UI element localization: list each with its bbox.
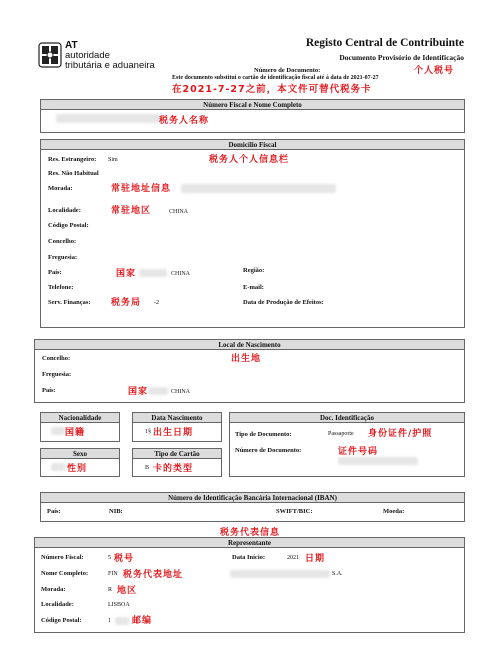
rep-codigo-postal-label: Código Postal:: [41, 617, 82, 624]
iban-title: Número de Identificação Bancária Internacional (IBAN): [41, 493, 464, 503]
nif-section-title: Número Fiscal e Nome Completo: [41, 100, 464, 110]
freguesia-label: Freguesia:: [48, 254, 78, 261]
nif-note: 税务人名称: [159, 116, 210, 126]
rep-numero-fiscal-prefix: 5: [108, 555, 111, 561]
sexo-box: [40, 448, 120, 477]
domicilio-title: Domicílio Fiscal: [41, 140, 464, 150]
tipo-cartao-title: Tipo de Cartão: [133, 449, 221, 459]
rep-nome-completo-note: 税务代表地址: [123, 570, 184, 580]
tipo-documento-note: 身份证件/护照: [368, 429, 433, 439]
logo-at: AT: [65, 40, 78, 51]
doc-number-note: 个人税号: [414, 66, 455, 76]
rep-numero-fiscal-note: 税号: [114, 554, 135, 564]
codigo-postal-label: Código Postal:: [48, 222, 89, 229]
rep-localidade-label: Localidade:: [41, 601, 74, 608]
doc-number-label: Número de Documento:: [254, 67, 321, 74]
rep-codigo-postal-note: 邮编: [132, 616, 153, 626]
redacted-nascimento-pais: [148, 387, 168, 395]
representante-section: [34, 537, 465, 633]
sexo-note: 性别: [67, 464, 88, 474]
iban-nib-label: NIB:: [109, 508, 123, 515]
redacted-morada: [181, 184, 336, 193]
email-label: E-mail:: [243, 284, 264, 291]
res-nao-habitual-label: Res. Não Habitual: [48, 170, 99, 177]
tipo-cartao-note: 卡的类型: [153, 464, 194, 474]
nascimento-pais-value: CHINA: [171, 389, 190, 395]
redacted-rep-codigo: [115, 617, 129, 625]
data-nascimento-title: Data Nascimento: [133, 413, 221, 423]
sexo-title: Sexo: [41, 449, 119, 459]
redacted-nacionalidade: [51, 427, 65, 435]
nacionalidade-title: Nacionalidade: [41, 413, 119, 423]
page-title: Registo Central de Contribuinte: [305, 37, 464, 49]
pais-note: 国家: [116, 269, 137, 279]
localidade-value: CHINA: [169, 209, 188, 215]
rep-localidade-value: LISBOA: [108, 602, 130, 608]
page-subtitle: Documento Provisório de Identificação: [339, 53, 464, 62]
rep-nome-completo-label: Nome Completo:: [41, 570, 89, 577]
data-nascimento-prefix: 1§: [145, 429, 151, 435]
rep-codigo-postal-prefix: 1: [108, 618, 111, 624]
morada-note: 常驻地址信息: [111, 184, 172, 194]
doc-identificacao-box: [229, 412, 465, 477]
redacted-numero-documento: [338, 457, 418, 465]
rep-data-inicio-note: 日期: [305, 554, 326, 564]
nacionalidade-note: 国籍: [65, 428, 86, 438]
redacted-nif: [56, 114, 161, 123]
nascimento-pais-note: 国家: [128, 387, 149, 397]
domicilio-section: [40, 139, 465, 328]
nascimento-title: Local de Nascimento: [35, 340, 464, 350]
domicilio-note: 税务人个人信息栏: [209, 155, 290, 165]
iban-section: [40, 492, 465, 522]
iban-moeda-label: Moeda:: [383, 508, 405, 515]
localidade-note: 常驻地区: [111, 206, 152, 216]
logo-line1: autoridade: [65, 50, 110, 61]
rep-morada-note: 地区: [117, 586, 138, 596]
redacted-pais: [139, 269, 167, 277]
nascimento-note: 出生地: [231, 354, 262, 364]
representante-above-note: 税务代表信息: [220, 528, 281, 538]
redacted-sexo: [51, 463, 65, 471]
at-logo: [38, 40, 178, 72]
nascimento-pais-label: País:: [42, 387, 56, 394]
serv-financas-label: Serv. Finanças:: [48, 299, 91, 306]
nascimento-concelho-label: Concelho:: [42, 355, 71, 362]
localidade-label: Localidade:: [48, 207, 81, 214]
morada-label: Morada:: [48, 185, 73, 192]
data-producao-label: Data de Produção de Efeitos:: [243, 299, 324, 306]
tipo-documento-label: Tipo de Documento:: [235, 431, 292, 438]
numero-documento-note: 证件号码: [338, 447, 379, 457]
nascimento-section: [34, 339, 465, 403]
validity-note: 在2021-7-27之前，本文件可替代税务卡: [172, 84, 372, 95]
serv-financas-note: 税务局: [111, 298, 142, 308]
doc-identificacao-title: Doc. Identificação: [230, 413, 464, 423]
numero-documento-label: Número de Documento:: [235, 447, 302, 454]
concelho-label: Concelho:: [48, 238, 77, 245]
tipo-documento-value: Passaporte: [328, 431, 354, 437]
serv-financas-value: -2: [154, 300, 159, 306]
data-nascimento-note: 出生日期: [153, 428, 194, 438]
telefone-label: Telefone:: [48, 284, 74, 291]
iban-swift-label: SWIFT/BIC:: [276, 508, 313, 515]
rep-nome-completo-suffix: S.A.: [332, 571, 343, 577]
pais-value: CHINA: [171, 271, 190, 277]
res-estrangeiro-value: Sim: [108, 157, 118, 163]
data-nascimento-box: [132, 412, 222, 442]
validity-text: Este documento substitui o cartão de identificação fiscal até à data de 2021-07-27: [172, 75, 379, 81]
nacionalidade-box: [40, 412, 120, 442]
emblem-icon: [38, 42, 62, 68]
iban-pais-label: País:: [47, 508, 61, 515]
rep-numero-fiscal-label: Número Fiscal:: [41, 554, 84, 561]
rep-data-inicio-value: 2021: [287, 555, 299, 561]
rep-nome-completo-prefix: FIN: [108, 571, 118, 577]
rep-morada-label: Morada:: [41, 586, 66, 593]
nif-section: [40, 99, 465, 133]
tipo-cartao-box: [132, 448, 222, 477]
rep-morada-prefix: R: [108, 587, 113, 593]
tipo-cartao-prefix: B: [145, 465, 150, 471]
logo-line2: tributária e aduaneira: [65, 60, 155, 71]
representante-title: Representante: [35, 538, 464, 548]
pais-label: País:: [48, 269, 62, 276]
regiao-label: Região:: [243, 267, 265, 274]
nascimento-freguesia-label: Freguesia:: [42, 371, 72, 378]
rep-data-inicio-label: Data Início:: [232, 554, 266, 561]
res-estrangeiro-label: Res. Estrangeiro:: [48, 156, 97, 163]
redacted-rep-nome: [230, 570, 330, 578]
